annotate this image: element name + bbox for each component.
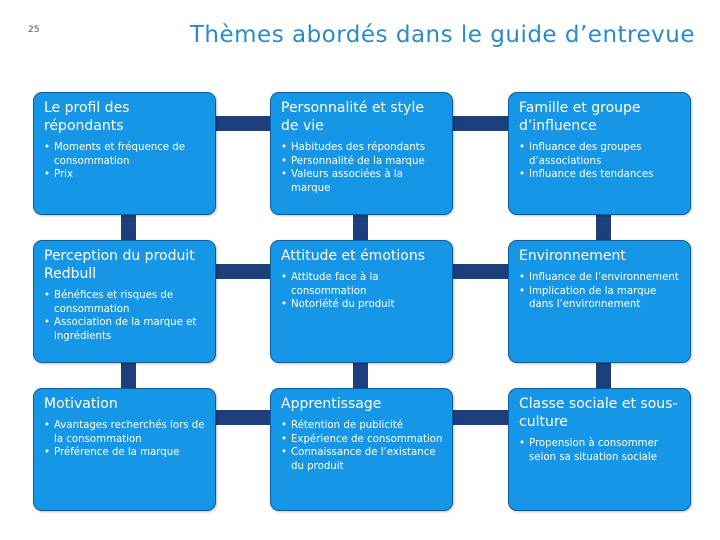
theme-title: Apprentissage xyxy=(281,396,382,412)
theme-box-attitude xyxy=(270,240,453,363)
theme-item: • Avantages recherchés lors de la consommation xyxy=(44,419,207,446)
theme-item: • Association de la marque et ingrédients xyxy=(44,316,207,343)
theme-title: Environnement xyxy=(519,248,626,264)
theme-item: • Valeurs associées à la marque xyxy=(281,168,444,195)
theme-title: Motivation xyxy=(44,396,118,412)
theme-title: Classe sociale et sous-culture xyxy=(519,396,678,430)
theme-box-personnalite xyxy=(270,92,453,215)
theme-title: Perception du produit Redbull xyxy=(44,248,195,282)
theme-items xyxy=(44,141,207,182)
theme-title: Le profil des répondants xyxy=(44,100,130,134)
theme-item: • Moments et fréquence de consommation xyxy=(44,141,207,168)
connector-col-3-b xyxy=(596,360,611,390)
connector-col-1-b xyxy=(121,360,136,390)
connector-col-2-b xyxy=(353,360,368,390)
theme-item: • Bénéfices et risques de consommation xyxy=(44,289,207,316)
theme-item: • Rétention de publicité xyxy=(281,419,444,433)
theme-box-famille xyxy=(508,92,691,215)
theme-item: • Connaissance de l’existance du produit xyxy=(281,446,444,473)
theme-box-apprentissage xyxy=(270,388,453,511)
theme-items xyxy=(519,271,682,312)
theme-box-classe-sociale xyxy=(508,388,691,511)
theme-item: • Implication de la marque dans l’environnement xyxy=(519,285,682,312)
theme-box-profil xyxy=(33,92,216,215)
theme-title: Attitude et émotions xyxy=(281,248,425,264)
theme-items xyxy=(44,289,207,343)
theme-box-environnement xyxy=(508,240,691,363)
theme-items xyxy=(281,141,444,195)
theme-title: Personnalité et style de vie xyxy=(281,100,424,134)
theme-item: • Influance des tendances xyxy=(519,168,682,182)
theme-items xyxy=(281,271,444,312)
theme-item: • Personnalité de la marque xyxy=(281,155,444,169)
theme-box-motivation xyxy=(33,388,216,511)
theme-item: • Prix xyxy=(44,168,207,182)
connector-col-1-a xyxy=(121,212,136,242)
theme-box-perception xyxy=(33,240,216,363)
slide-number: 25 xyxy=(28,25,40,35)
theme-item: • Notoriété du produit xyxy=(281,298,444,312)
theme-item: • Habitudes des répondants xyxy=(281,141,444,155)
theme-item: • Influance des groupes d’associations xyxy=(519,141,682,168)
connector-col-3-a xyxy=(596,212,611,242)
theme-items xyxy=(44,419,207,460)
theme-items xyxy=(519,437,682,464)
theme-item: • Influance de l’environnement xyxy=(519,271,682,285)
slide-title: Thèmes abordés dans le guide d’entrevue xyxy=(189,22,695,48)
theme-title: Famille et groupe d’influence xyxy=(519,100,641,134)
theme-items xyxy=(281,419,444,473)
connector-col-2-a xyxy=(353,212,368,242)
theme-item: • Attitude face à la consommation xyxy=(281,271,444,298)
theme-item: • Préférence de la marque xyxy=(44,446,207,460)
theme-items xyxy=(519,141,682,182)
theme-item: • Expérience de consommation xyxy=(281,433,444,447)
theme-item: • Propension à consommer selon sa situation sociale xyxy=(519,437,682,464)
